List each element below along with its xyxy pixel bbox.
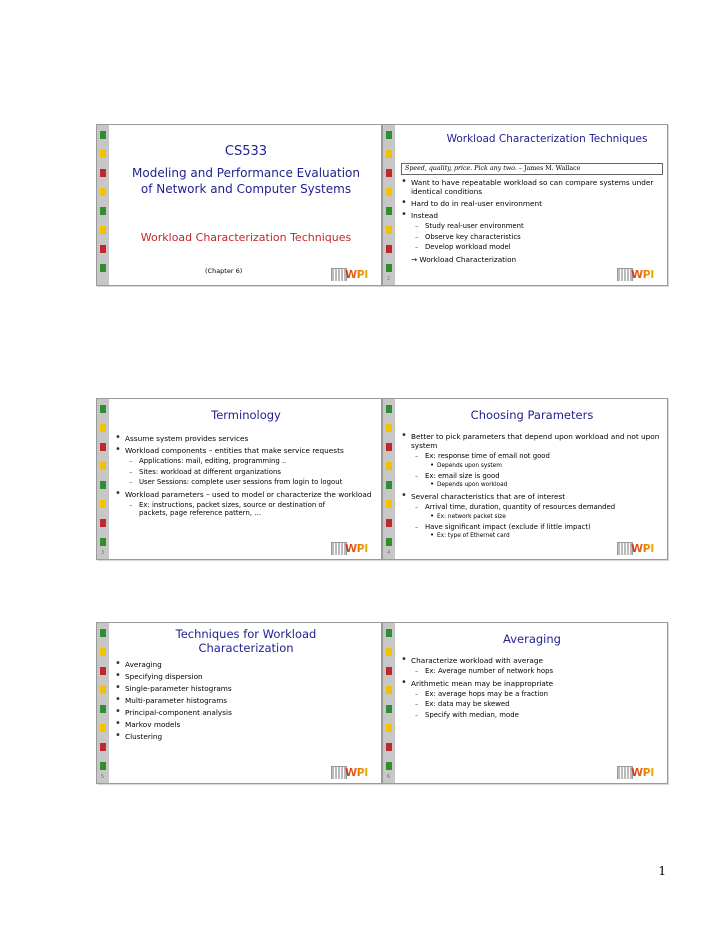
slide-stripe (383, 399, 395, 559)
slide-stripe (97, 399, 109, 559)
stripe-block (100, 762, 106, 770)
slide-1 (96, 124, 382, 286)
stripe-block (100, 629, 106, 637)
chapter-label: (Chapter 6) (205, 267, 243, 275)
stripe-block (386, 226, 392, 234)
stripe-block (386, 150, 392, 158)
stripe-block (386, 424, 392, 432)
slide-subtitle: Modeling and Performance Evaluation of Network and Computer Systems (132, 166, 360, 196)
slide-number: 3 (101, 550, 105, 556)
wpi-logo: WPI (331, 267, 375, 281)
sub-sub-bullet: • Depends upon workload (401, 482, 663, 489)
bullet: • Arithmetic mean may be inappropriate (401, 679, 663, 688)
sub-sub-bullet: • Ex: network packet size (401, 514, 663, 521)
bullet: • Better to pick parameters that depend upon workload and not upon system (401, 432, 663, 450)
sub-bullet: – Specify with median, mode (401, 711, 663, 720)
bullet: • Workload parameters – used to model or characterize the workload (115, 490, 377, 499)
bullet: • Instead (401, 211, 663, 220)
bullet: • Hard to do in real-user environment (401, 199, 663, 208)
sub-bullet: – Ex: Average number of network hops (401, 667, 663, 676)
sub-bullet: – User Sessions: complete user sessions from login to logout (115, 478, 377, 487)
sub-bullet: – Develop workload model (401, 243, 663, 252)
stripe-block (386, 538, 392, 546)
stripe-block (386, 743, 392, 751)
stripe-block (386, 207, 392, 215)
stripe-block (386, 481, 392, 489)
stripe-block (100, 226, 106, 234)
stripe-block (100, 481, 106, 489)
stripe-block (386, 686, 392, 694)
bullet: • Workload components – entities that make service requests (115, 446, 377, 455)
stripe-block (386, 245, 392, 253)
stripe-block (386, 188, 392, 196)
slide-title: Choosing Parameters (470, 408, 594, 422)
stripe-block (100, 724, 106, 732)
stripe-block (100, 264, 106, 272)
slide-number: 2 (387, 276, 391, 282)
slide-stripe (97, 125, 109, 285)
bullet: • Principal-component analysis (115, 708, 377, 717)
slide-title: CS533 (224, 144, 268, 159)
wpi-logo: WPI (617, 765, 661, 779)
bullet: • Want to have repeatable workload so can compare systems under identical conditions (401, 178, 663, 196)
stripe-block (386, 762, 392, 770)
slide-title: Workload Characterization Techniques (446, 133, 648, 145)
stripe-block (100, 424, 106, 432)
slide-number: 6 (387, 774, 391, 780)
sub-bullet: – Ex: average hops may be a fraction (401, 690, 663, 699)
bullet: • Multi-parameter histograms (115, 696, 377, 705)
slide-3 (96, 398, 382, 560)
stripe-block (386, 462, 392, 470)
wpi-logo: WPI (617, 267, 661, 281)
slide-5 (96, 622, 382, 784)
stripe-block (100, 207, 106, 215)
slide-stripe (383, 623, 395, 783)
wpi-logo: WPI (331, 765, 375, 779)
stripe-block (386, 131, 392, 139)
slide-2 (382, 124, 668, 286)
stripe-block (100, 443, 106, 451)
bullet: • Markov models (115, 720, 377, 729)
stripe-block (386, 264, 392, 272)
sub-sub-bullet: • Ex: type of Ethernet card (401, 533, 663, 540)
stripe-block (386, 500, 392, 508)
stripe-block (100, 405, 106, 413)
stripe-block (386, 648, 392, 656)
bullet: • Assume system provides services (115, 434, 377, 443)
slide-stripe (383, 125, 395, 285)
stripe-block (386, 629, 392, 637)
bullet: • Characterize workload with average (401, 656, 663, 665)
slide-title: Techniques for Workload Characterization (175, 627, 317, 655)
slide-stripe (97, 623, 109, 783)
stripe-block (386, 724, 392, 732)
stripe-block (386, 705, 392, 713)
stripe-block (100, 519, 106, 527)
slide-6 (382, 622, 668, 784)
page-number: 1 (658, 864, 666, 878)
stripe-block (100, 131, 106, 139)
sub-bullet: – Sites: workload at different organizations (115, 468, 377, 477)
wpi-logo: WPI (617, 541, 661, 555)
stripe-block (100, 245, 106, 253)
slide-4 (382, 398, 668, 560)
stripe-block (100, 686, 106, 694)
stripe-block (386, 443, 392, 451)
stripe-block (100, 743, 106, 751)
stripe-block (100, 150, 106, 158)
stripe-block (386, 169, 392, 177)
stripe-block (100, 538, 106, 546)
slide-title: Averaging (503, 632, 561, 646)
wpi-logo: WPI (331, 541, 375, 555)
sub-bullet: – Applications: mail, editing, programming .. (115, 457, 377, 466)
sub-bullet: – Ex: instructions, packet sizes, source or destination of packets, page reference pattern, … (115, 501, 377, 518)
sub-bullet: – Ex: email size is good (401, 472, 663, 481)
sub-bullet: – Have significant impact (exclude if little impact) (401, 523, 663, 532)
slide-topic: Workload Characterization Techniques (140, 231, 352, 244)
bullet: • Several characteristics that are of interest (401, 492, 663, 501)
stripe-block (386, 519, 392, 527)
slide-number: 5 (101, 774, 105, 780)
stripe-block (100, 705, 106, 713)
sub-bullet: – Arrival time, duration, quantity of resources demanded (401, 503, 663, 512)
slide-number: 4 (387, 550, 391, 556)
quote-author: – James M. Wallace (518, 165, 581, 172)
stripe-block (100, 169, 106, 177)
bullet: • Specifying dispersion (115, 672, 377, 681)
stripe-block (100, 667, 106, 675)
sub-bullet: – Observe key characteristics (401, 233, 663, 242)
stripe-block (100, 648, 106, 656)
bullet: • Averaging (115, 660, 377, 669)
sub-sub-bullet: • Depends upon system (401, 463, 663, 470)
stripe-block (386, 667, 392, 675)
quote-text: Speed, quality, price. Pick any two. (405, 165, 517, 172)
arrow-bullet: → Workload Characterization (411, 254, 517, 264)
quote-box (401, 163, 663, 175)
stripe-block (386, 405, 392, 413)
stripe-block (100, 188, 106, 196)
stripe-block (100, 500, 106, 508)
stripe-block (100, 462, 106, 470)
sub-bullet: – Ex: response time of email not good (401, 452, 663, 461)
sub-bullet: – Study real-user environment (401, 222, 663, 231)
bullet: • Clustering (115, 732, 377, 741)
slide-title: Terminology (211, 408, 281, 422)
sub-bullet: – Ex: data may be skewed (401, 700, 663, 709)
bullet: • Single-parameter histograms (115, 684, 377, 693)
